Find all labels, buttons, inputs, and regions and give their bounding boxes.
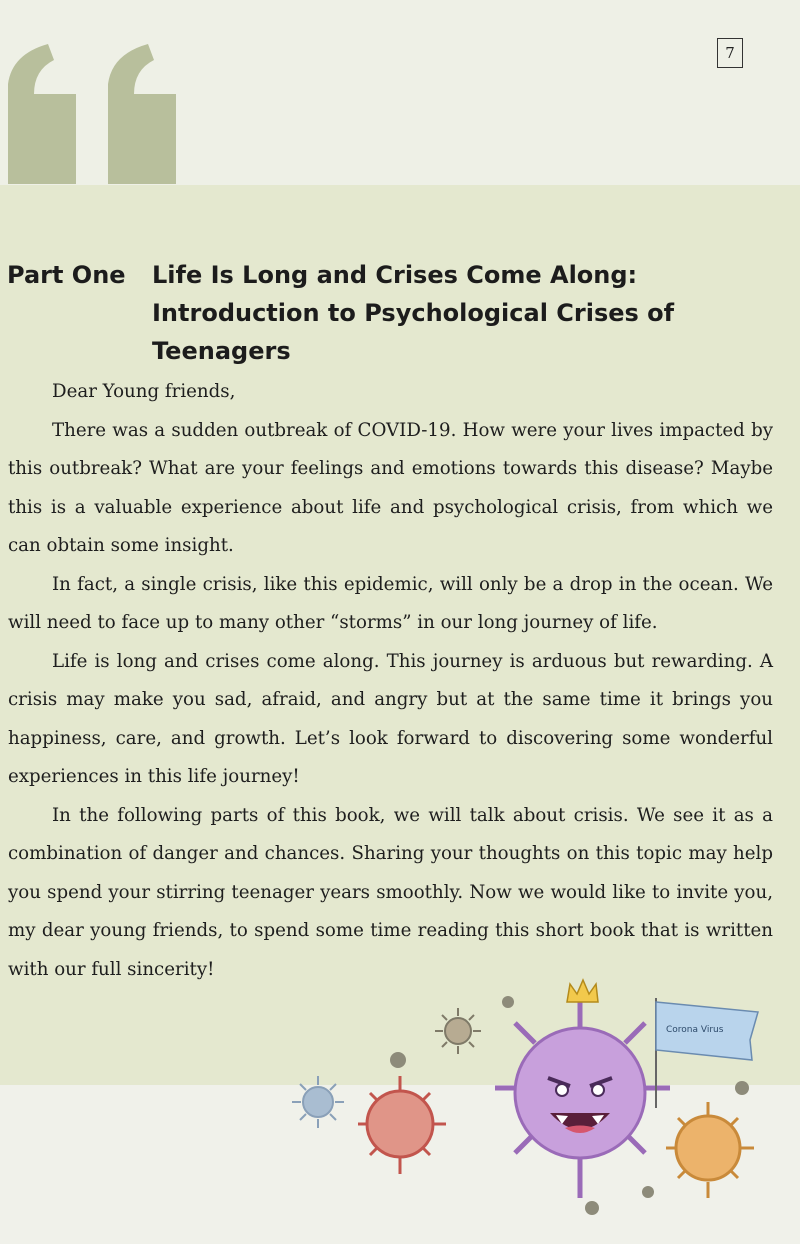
chapter-title: Life Is Long and Crises Come Along: Introduction to Psychological Crises of Teenagers <box>152 261 675 365</box>
purple-virus-icon <box>495 998 670 1198</box>
paragraph: Life is long and crises come along. This journey is arduous but rewarding. A crisis may make you sad, afraid, and angry but at the same time it brings you happiness, care, and growth. Let’s look forward to discovering some wonderful experiences in this life journey! <box>8 650 773 787</box>
flag-text: Corona Virus <box>666 1025 724 1035</box>
quotation-mark-icon <box>8 44 76 184</box>
page-number: 7 <box>717 38 743 68</box>
body-text <box>8 373 773 989</box>
part-label: Part One <box>7 261 126 289</box>
paragraph: In the following parts of this book, we will talk about crisis. We see it as a combination of danger and chances. Sharing your thoughts on this topic may help you spend your stirring teenager years smoothly. Now we would like to invite you, my dear young friends, to spend some time reading this short book that is written with our full sincerity! <box>8 804 773 980</box>
paragraph: There was a sudden outbreak of COVID-19. How were your lives impacted by this outbreak? What are your feelings and emotions towards this disease? Maybe this is a valuable experience about life and psychological crisis, from which we can obtain some insight. <box>8 419 773 556</box>
orange-virus-icon <box>666 1102 754 1198</box>
paragraph: Dear Young friends, <box>52 381 236 402</box>
paragraph: In fact, a single crisis, like this epidemic, will only be a drop in the ocean. We will need to face up to many other “storms” in our long journey of life. <box>8 573 773 633</box>
virus-illustration <box>280 978 780 1238</box>
quotation-mark-icon <box>108 44 176 184</box>
red-virus-icon <box>358 1076 446 1174</box>
small-virus-icon <box>435 1008 481 1054</box>
small-virus-icon <box>292 1076 344 1128</box>
crown-icon <box>567 980 598 1002</box>
